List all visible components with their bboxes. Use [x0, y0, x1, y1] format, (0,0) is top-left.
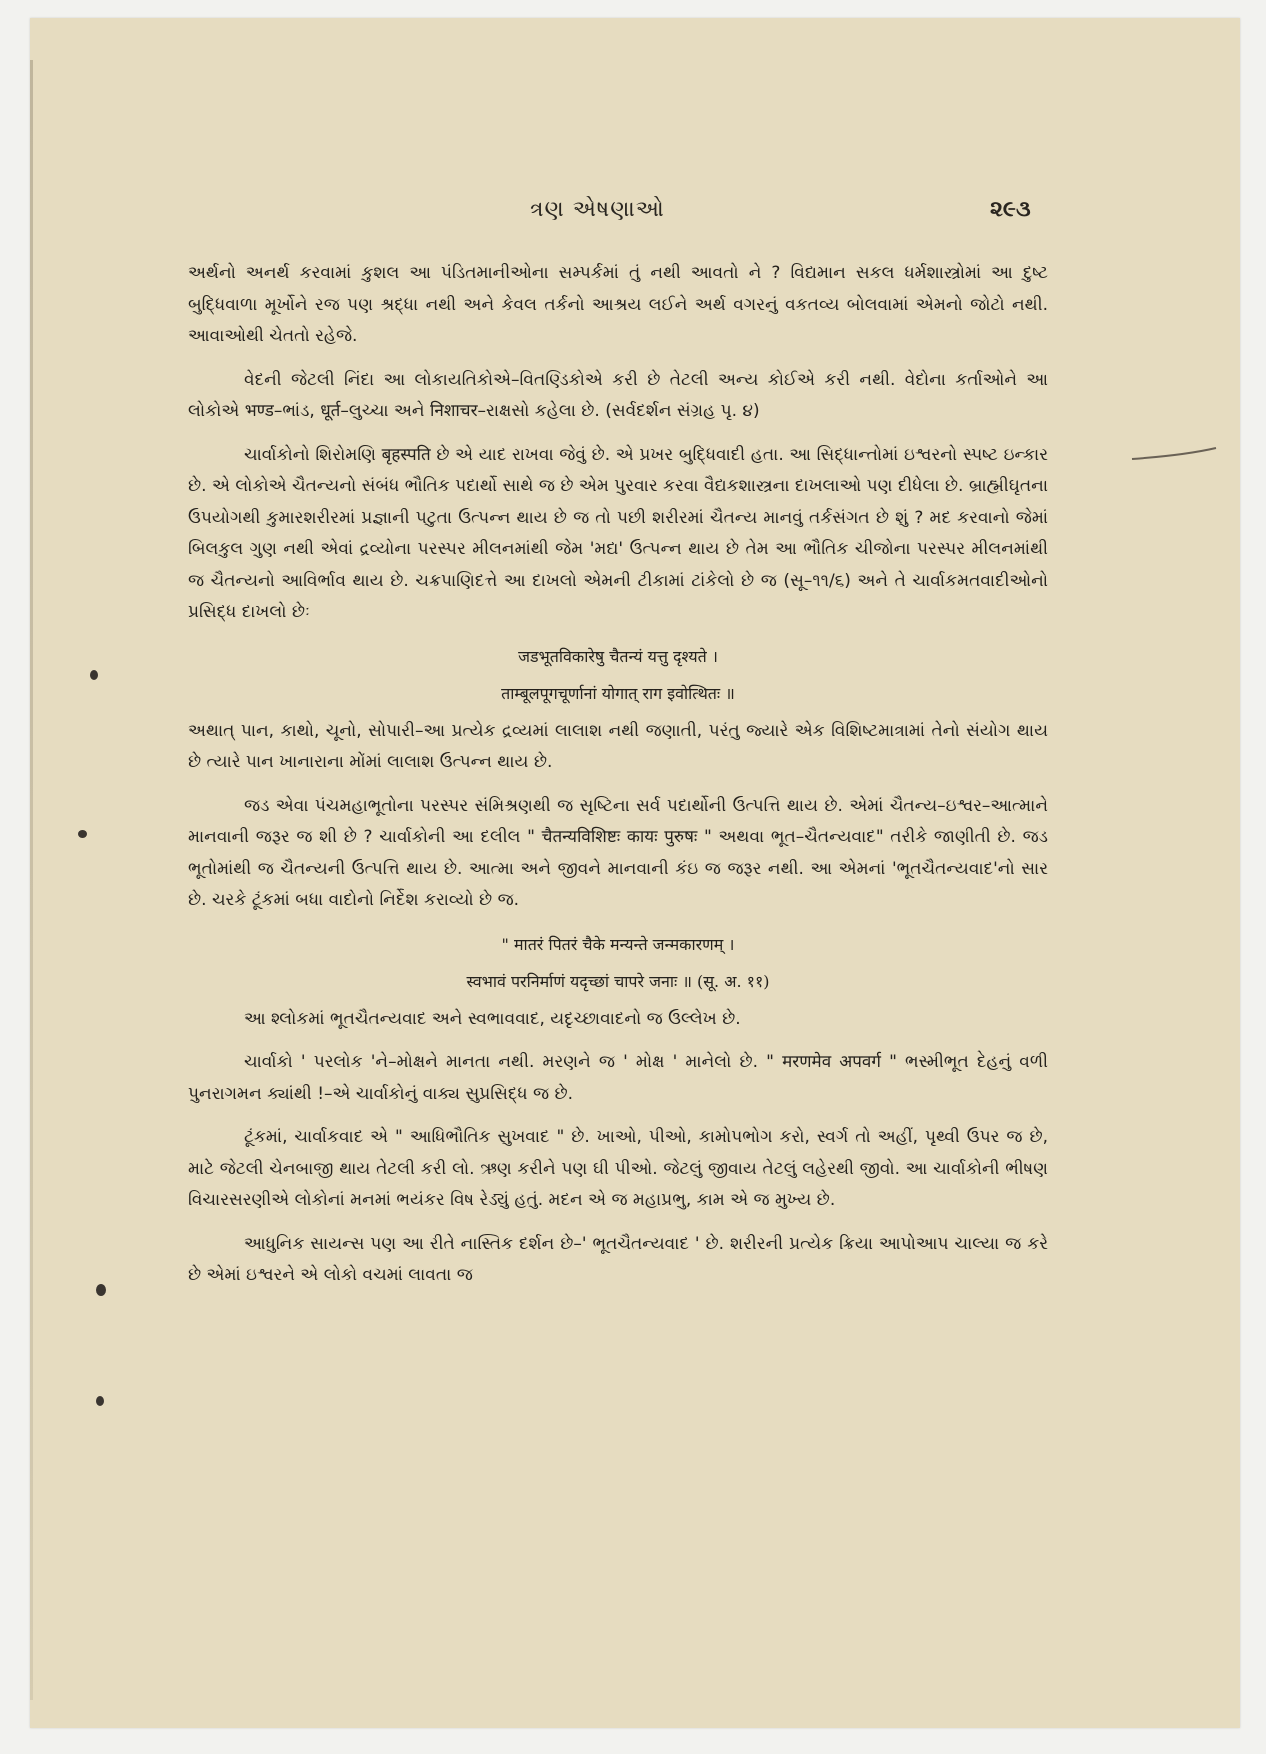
ink-spot	[96, 1284, 106, 1296]
ink-spot	[90, 670, 98, 680]
paragraph-4: અથાત્ પાન, કાથો, ચૂનો, સોપારી–આ પ્રત્યેક દ્રવ્યમાં લાલાશ નથી જણાતી, પરંતુ જ્યારે એક વિશિષ્ટમાત્રામાં તેનો સંયોગ થાય છે ત્યારે પાન ખાનારાના મોંમાં લાલાશ ઉત્પન્ન થાય છે.	[188, 720, 1048, 772]
paragraph-6: આ શ્લોકમાં ભૂતચૈતન્યવાદ અને સ્વભાવવાદ, યદૃચ્છાવાદનો જ ઉલ્લેખ છે.	[244, 1008, 741, 1029]
ink-spot	[78, 830, 87, 838]
binding-edge	[30, 60, 33, 1700]
page-number: ૨૯૩	[990, 197, 1031, 222]
paragraph-9: આધુનિક સાયન્સ પણ આ રીતે નાસ્તિક દર્શન છે–' ભૂતચૈતન્યવાદ ' છે. શરીરની પ્રત્યેક ક્રિયા આપોઆપ ચાલ્યા જ કરે છે એમાં ઇશ્વરને એ લોકો વચમાં લાવતા જ	[188, 1233, 1048, 1285]
pencil-mark	[1130, 446, 1218, 462]
paragraph-1: અર્થનો અનર્થ કરવામાં કુશલ આ પંડિતમાનીઓના સમ્પર્કમાં તું નથી આવતો ને ? વિદ્યમાન સકલ ધર્મશાસ્ત્રોમાં આ દુષ્ટ બુદ્ધિવાળા મૂર્ખોને રજ પણ શ્રદ્ધા નથી અને કેવલ તર્કનો આશ્રય લઈને અર્થ વગરનું વકતવ્ય બોલવામાં એમનો જોટો નથી. આવાઓથી ચેતતો રહેજે.	[188, 263, 1048, 346]
paragraph-3: ચાર્વાકોનો શિરોમણિ बृहस्पति છે એ યાદ રાખવા જેવું છે. એ પ્રખર બુદ્ધિવાદી હતા. આ સિદ્ધાન્તોમાં ઇશ્વરનો સ્પષ્ટ ઇન્કાર છે. એ લોકોએ ચૈતન્યનો સંબંધ ભૌતિક પદાર્થો સાથે જ છે એમ પુરવાર કરવા વૈદ્યકશાસ્ત્રના દાખલાઓ પણ દીધેલા છે. બ્રાહ્મીઘૃતના ઉપયોગથી કુમારશરીરમાં પ્રજ્ઞાની પટુતા ઉત્પન્ન થાય છે જ તો પછી શરીરમાં ચૈતન્ય માનવું તર્કસંગત છે શું ? મદ કરવાનો જેમાં બિલકુલ ગુણ નથી એવાં દ્રવ્યોના પરસ્પર મીલનમાંથી જેમ 'મદ્ય' ઉત્પન્ન થાય છે તેમ આ ભૌતિક ચીજોના પરસ્પર મીલનમાંથી જ ચૈતન્યનો આવિર્ભાવ થાય છે. ચક્રપાણિદત્તે આ દાખલો એમની ટીકામાં ટાંકેલો છે જ (સૂ–૧૧/૬) અને તે ચાર્વાકમતવાદીઓનો પ્રસિદ્ધ દાખલો છેઃ	[188, 444, 1048, 622]
body-text	[188, 258, 1048, 1304]
paragraph-8: ટૂંકમાં, ચાર્વાકવાદ એ " આધિભૌતિક સુખવાદ " છે. ખાઓ, પીઓ, કામોપભોગ કરો, સ્વર્ગ તો અહીં, પૃથ્વી ઉપર જ છે, માટે જેટલી ચેનબાજી થાય તેટલી કરી લો. ઋણ કરીને પણ ઘી પીઓ. જેટલું જીવાય તેટલું લહેરથી જીવો. આ ચાર્વાકોની ભીષણ વિચારસરણીએ લોકોનાં મનમાં ભયંકર વિષ રેડ્યું હતું. મદન એ જ મહાપ્રભુ, કામ એ જ મુખ્ય છે.	[188, 1127, 1048, 1210]
paragraph-5: જડ એવા પંચમહાભૂતોના પરસ્પર સંમિશ્રણથી જ સૃષ્ટિના સર્વ પદાર્થોની ઉત્પત્તિ થાય છે. એમાં ચૈતન્ય–ઇશ્વર–આત્માને માનવાની જરૂર જ શી છે ? ચાર્વાકોની આ દલીલ " चैतन्यविशिष्टः कायः पुरुषः " અથવા ભૂત–ચૈતન્યવાદ" તરીકે જાણીતી છે. જડ ભૂતોમાંથી જ ચૈતન્યની ઉત્પત્તિ થાય છે. આત્મા અને જીવને માનવાની કંઇ જ જરૂર નથી. આ એમનાં 'ભૂતચૈતન્યવાદ'નો સાર છે. ચરકે ટૂંકમાં બધા વાદોનો નિર્દેશ કરાવ્યો છે જ.	[188, 795, 1048, 910]
verse-2-line-1: " मातरं पितरं चैके मन्यन्ते जन्मकारणम् ।	[501, 934, 735, 954]
verse-2-line-2: स्वभावं परनिर्माणं यदृच्छां चापरे जनाः ॥ (सू. अ. ११)	[466, 972, 770, 991]
ink-spot	[96, 1396, 104, 1406]
running-title: ત્રણ એષણાઓ	[530, 197, 665, 222]
paragraph-2: વેદની જેટલી નિંદા આ લોકાયતિકોએ–વિતણ્ડિકોએ કરી છે તેટલી અન્ય કોઈએ કરી નથી. વેદોના કર્તાઓને આ લોકોએ भण्ड–ભાંડ, धूर्त–લુચ્ચા અને निशाचर–રાક્ષસો કહેલા છે. (સર્વદર્શન સંગ્રહ પૃ. ૪)	[188, 369, 1048, 421]
verse-1-line-2: ताम्बूलपूगचूर्णानां योगात् राग इवोत्थितः ॥	[501, 684, 735, 703]
paragraph-7: ચાર્વાકો ' પરલોક 'ને–મોક્ષને માનતા નથી. મરણને જ ' મોક્ષ ' માનેલો છે. " मरणमेव अपवर्ग " ભસ્મીભૂત દેહનું વળી પુનરાગમન ક્યાંથી !–એ ચાર્વાકોનું વાક્ય સુપ્રસિદ્ધ જ છે.	[188, 1052, 1048, 1104]
verse-1-line-1: जडभूतविकारेषु चैतन्यं यत्तु दृश्यते ।	[518, 646, 718, 666]
